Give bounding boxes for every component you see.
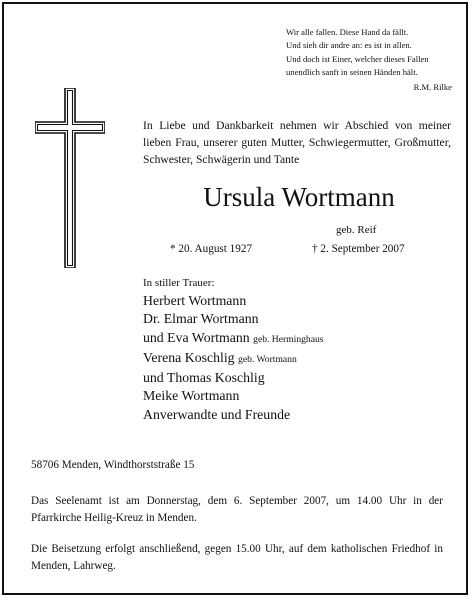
farewell-text: In Liebe und Dankbarkeit nehmen wir Abschied von meiner lieben Frau, unserer guten Mutter, Schwiegermutter, Großmutter, Schwester, Schwägerin und Tante: [143, 119, 451, 166]
cross-icon: [35, 88, 105, 268]
birth-date: * 20. August 1927: [170, 243, 253, 255]
mourner-name: Verena Koschlig: [143, 349, 235, 365]
mourner-name: und Thomas Koschlig: [143, 370, 265, 386]
mourner-entry: [143, 406, 453, 424]
mourner-entry: [143, 292, 453, 310]
poem-line: Und doch ist Einer, welcher dieses Fallen: [286, 53, 429, 64]
mourner-maiden-name: geb. Wortmann: [238, 353, 297, 365]
death-date: † 2. September 2007: [312, 243, 405, 255]
mourner-name: Anverwandte und Freunde: [143, 406, 291, 422]
mourner-entry: [143, 329, 453, 349]
mourner-entry: [143, 310, 453, 328]
poem-line: unendlich sanft in seinen Händen hält.: [286, 67, 418, 78]
mourner-name: Meike Wortmann: [143, 388, 240, 404]
rilke-poem: [286, 26, 452, 94]
mourner-entry: [143, 369, 453, 387]
mourners-list: [143, 292, 453, 424]
mourners-intro: In stiller Trauer:: [143, 277, 215, 289]
mourner-entry: [143, 387, 453, 405]
mourner-name: Herbert Wortmann: [143, 293, 247, 308]
maiden-name: geb. Reif: [336, 224, 377, 236]
poem-line: Wir alle fallen. Diese Hand da fällt.: [286, 27, 409, 37]
poem-author: R.M. Rilke: [413, 81, 452, 92]
deceased-name: Ursula Wortmann: [203, 182, 395, 212]
burial-info: Die Beisetzung erfolgt anschließend, gegen 15.00 Uhr, auf dem katholischen Friedhof in Menden, Lahrweg.: [31, 543, 443, 572]
mourner-name: und Eva Wortmann: [143, 329, 250, 345]
requiem-mass-info: Das Seelenamt ist am Donnerstag, dem 6. September 2007, um 14.00 Uhr in der Pfarrkirche Heilig-Kreuz in Menden.: [31, 495, 443, 524]
mourner-name: Dr. Elmar Wortmann: [143, 311, 259, 327]
mourner-entry: [143, 349, 453, 369]
family-address: 58706 Menden, Windthorststraße 15: [31, 459, 195, 471]
mourner-maiden-name: geb. Herminghaus: [253, 333, 324, 345]
poem-line: Und sieh dir andre an: es ist in allen.: [286, 40, 412, 51]
